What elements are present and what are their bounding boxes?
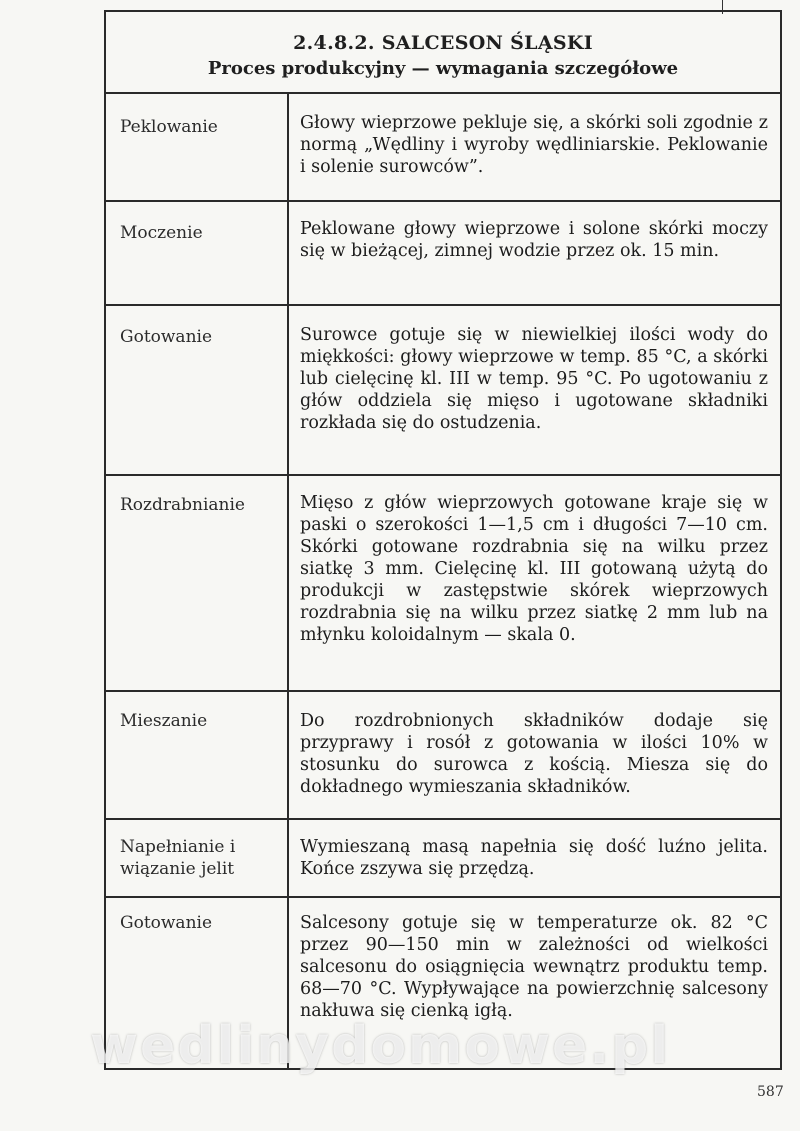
step-name: Gotowanie [120, 913, 213, 933]
step-description: Peklowane głowy wieprzowe i solone skórki moczy się w bieżącej, zimnej wodzie przez ok. 15 min. [300, 219, 768, 261]
step-name: Napełnianie i wiązanie jelit [120, 837, 236, 879]
row-divider [104, 304, 782, 306]
step-description: Wymieszaną masą napełnia się dość luźno jelita. Końce zszywa się przędzą. [300, 837, 768, 879]
step-name: Gotowanie [120, 327, 213, 347]
row-divider [104, 896, 782, 898]
step-description: Surowce gotuje się w niewielkiej ilości wody do miękkości: głowy wieprzowe w temp. 85 °C, a skórki lub cielęcinę kl. III w temp. 95 °C. Po ugotowaniu z głów oddziela się mięso i ugotowane składniki rozkłada się do ostudzenia. [300, 325, 768, 433]
watermark: wedlinydomowe.pl [90, 1016, 671, 1076]
step-description: Mięso z głów wieprzowych gotowane kraje się w paski o szerokości 1—1,5 cm i długości 7—10 cm. Skórki gotowane rozdrabnia się na wilku przez siatkę 3 mm. Cielęcinę kl. III gotowaną użytą do produkcji w zastępstwie skórek wieprzowych rozdrabnia się na wilku przez siatkę 2 mm lub na młynku koloidalnym — skala 0. [300, 493, 768, 645]
row-divider [104, 690, 782, 692]
section-subtitle: Proces produkcyjny — wymagania szczegółowe [207, 58, 679, 79]
step-name: Mieszanie [120, 711, 208, 731]
step-description: Salcesony gotuje się w temperaturze ok. 82 °C przez 90—150 min w zależności od wielkości salcesonu do osiągnięcia wewnątrz produktu temp. 68—70 °C. Wypływające na powierzchnię salcesony nakłuwa się cienką igłą. [300, 913, 768, 1021]
step-name: Moczenie [120, 223, 203, 243]
row-divider [104, 474, 782, 476]
header-divider [104, 92, 782, 94]
step-description: Głowy wieprzowe pekluje się, a skórki soli zgodnie z normą „Wędliny i wyroby wędliniarskie. Peklowanie i solenie surowców”. [300, 113, 768, 177]
section-title: 2.4.8.2. SALCESON ŚLĄSKI [293, 32, 593, 54]
step-name: Peklowanie [120, 117, 218, 137]
step-description: Do rozdrobnionych składników dodaje się przyprawy i rosół z gotowania w ilości 10% w stosunku do surowca z kością. Miesza się do dokładnego wymieszania składników. [300, 711, 768, 797]
row-divider [104, 818, 782, 820]
page-number: 587 [757, 1084, 784, 1100]
column-divider [287, 94, 289, 1070]
table-header [104, 10, 782, 92]
row-divider [104, 200, 782, 202]
step-name: Rozdrabnianie [120, 495, 245, 515]
